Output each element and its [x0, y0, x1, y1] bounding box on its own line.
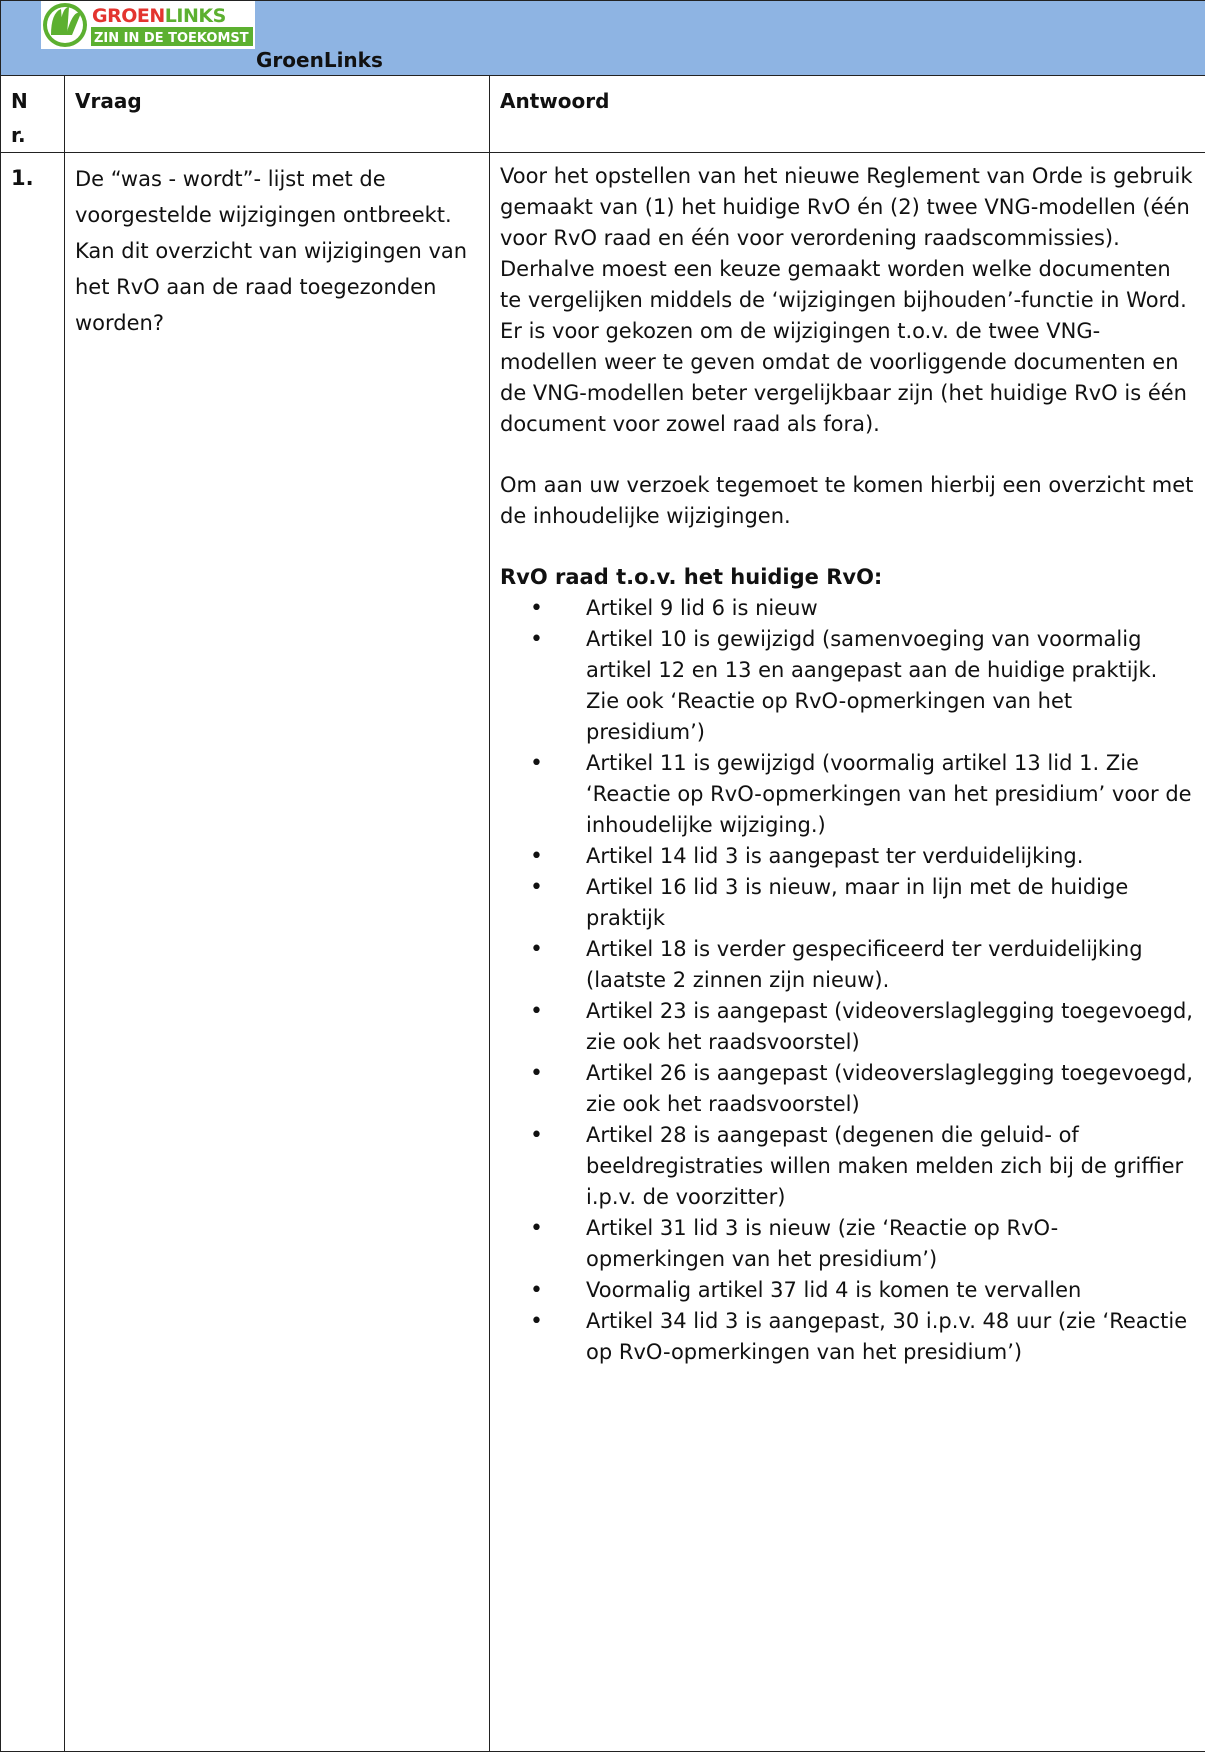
- party-header-row: [1, 1, 1205, 76]
- answer-paragraph-1: Voor het opstellen van het nieuwe Reglement van Orde is gebruik gemaakt van (1) het huidige RvO én (2) twee VNG-modellen (één voor RvO raad en één voor verordening raadscommissies). Derhalve moest een keuze gemaakt worden welke documenten te vergelijken middels de ‘wijzigingen bijhouden’-functie in Word. Er is voor gekozen om de wijzigingen t.o.v. de twee VNG-modellen weer te geven omdat de voorliggende documenten en de VNG-modellen beter vergelijkbaar zijn (het huidige RvO is één document voor zowel raad als fora).: [500, 161, 1195, 440]
- list-item: • Artikel 10 is gewijzigd (samenvoeging van voormalig artikel 12 en 13 en aangepast aan de huidige praktijk. Zie ook ‘Reactie op RvO-opmerkingen van het presidium’): [586, 624, 1195, 748]
- logo-title-red: LINKS: [165, 5, 226, 27]
- column-header-nr: Nr.: [1, 76, 65, 153]
- list-item: • Artikel 9 lid 6 is nieuw: [586, 593, 1195, 624]
- groenlinks-logo: [41, 1, 255, 49]
- logo-title-green: GROEN: [92, 5, 165, 27]
- list-item: • Artikel 31 lid 3 is nieuw (zie ‘Reactie op RvO-opmerkingen van het presidium’): [586, 1213, 1195, 1275]
- list-item: • Voormalig artikel 37 lid 4 is komen te vervallen: [586, 1275, 1195, 1306]
- column-header-antwoord: Antwoord: [490, 76, 1205, 153]
- column-header-row: [1, 76, 1205, 153]
- answer-subheading: RvO raad t.o.v. het huidige RvO:: [500, 562, 1195, 593]
- list-item: • Artikel 26 is aangepast (videoverslaglegging toegevoegd, zie ook het raadsvoorstel): [586, 1058, 1195, 1120]
- list-item: • Artikel 23 is aangepast (videoverslaglegging toegevoegd, zie ook het raadsvoorstel): [586, 996, 1195, 1058]
- svg-text:GROENLINKS: [92, 5, 226, 27]
- answer-paragraph-2: Om aan uw verzoek tegemoet te komen hierbij een overzicht met de inhoudelijke wijzigingen.: [500, 470, 1195, 532]
- question-cell: [65, 153, 490, 1752]
- list-item: • Artikel 28 is aangepast (degenen die geluid- of beeldregistraties willen maken melden zich bij de griffier i.p.v. de voorzitter): [586, 1120, 1195, 1213]
- logo-tagline: ZIN IN DE TOEKOMST: [94, 31, 249, 46]
- answer-bullet-list: [500, 593, 1195, 1368]
- list-item: • Artikel 34 lid 3 is aangepast, 30 i.p.v. 48 uur (zie ‘Reactie op RvO-opmerkingen van het presidium’): [586, 1306, 1195, 1368]
- list-item: • Artikel 16 lid 3 is nieuw, maar in lijn met de huidige praktijk: [586, 872, 1195, 934]
- question-text: De “was - wordt”- lijst met de voorgestelde wijzigingen ontbreekt. Kan dit overzicht van wijzigingen van het RvO aan de raad toegezonden worden?: [75, 161, 479, 341]
- table-row: [1, 153, 1205, 1752]
- column-header-vraag: Vraag: [65, 76, 490, 153]
- answer-cell: [490, 153, 1205, 1752]
- party-header-cell: [1, 1, 1205, 76]
- list-item: • Artikel 14 lid 3 is aangepast ter verduidelijking.: [586, 841, 1195, 872]
- party-name: GroenLinks: [256, 48, 383, 72]
- list-item: • Artikel 11 is gewijzigd (voormalig artikel 13 lid 1. Zie ‘Reactie op RvO-opmerkingen van het presidium’ voor de inhoudelijke wijziging.): [586, 748, 1195, 841]
- row-number: 1.: [1, 153, 65, 1752]
- list-item: • Artikel 18 is verder gespecificeerd ter verduidelijking (laatste 2 zinnen zijn nieuw).: [586, 934, 1195, 996]
